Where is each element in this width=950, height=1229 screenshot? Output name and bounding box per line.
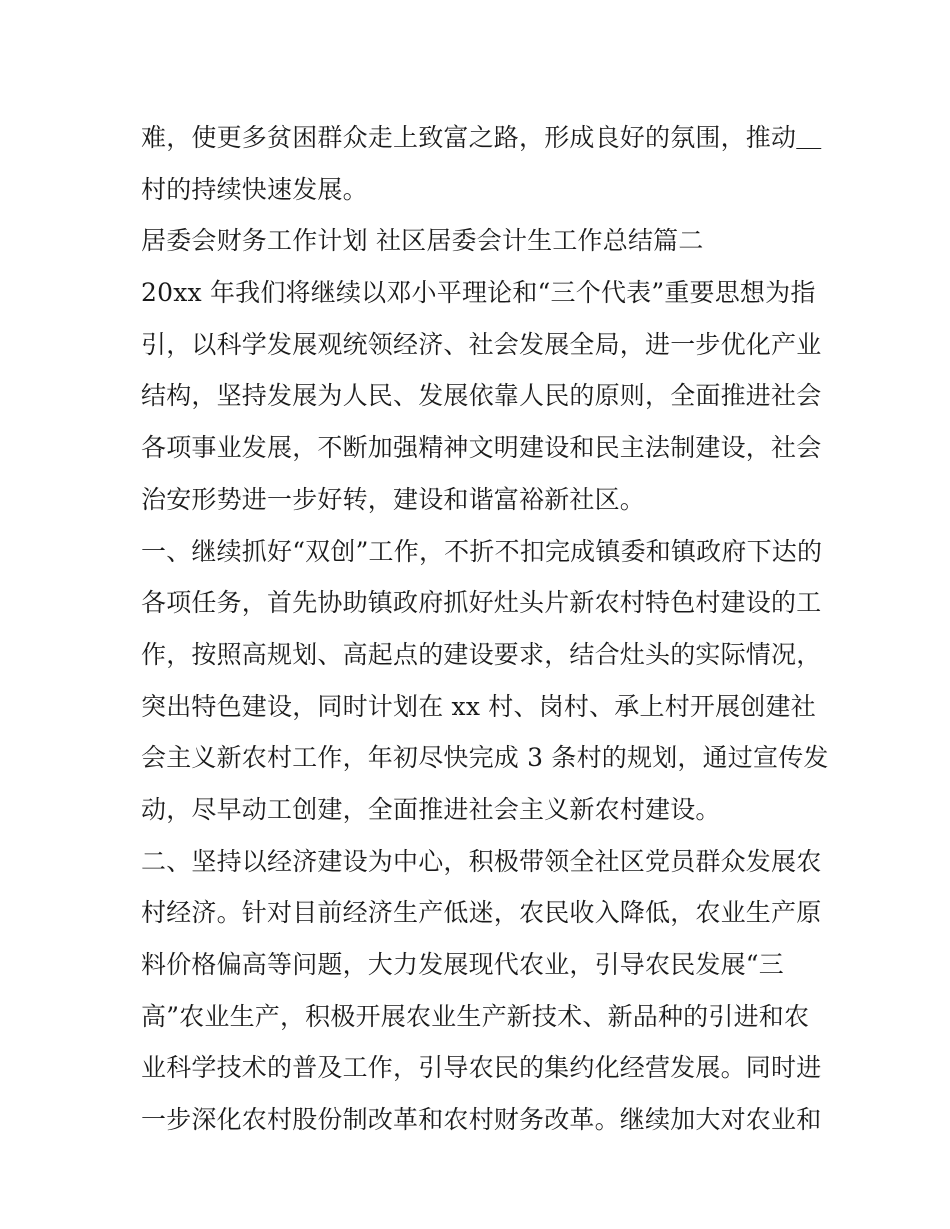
text-line: 村经济。针对目前经济生产低迷，农民收入降低，农业生产原 <box>141 898 822 928</box>
text-line: 会主义新农村工作，年初尽快完成 3 条村的规划，通过宣传发 <box>141 743 829 773</box>
text-line: 高”农业生产，积极开展农业生产新技术、新品种的引进和农 <box>141 1001 810 1031</box>
text-line: 业科学技术的普及工作，引导农民的集约化经营发展。同时进 <box>141 1053 822 1083</box>
text-line: 一步深化农村股份制改革和农村财务改革。继续加大对农业和 <box>141 1105 822 1135</box>
text-line: 20xx 年我们将继续以邓小平理论和“三个代表”重要思想为指 <box>141 278 816 308</box>
text-line: 作，按照高规划、高起点的建设要求，结合灶头的实际情况， <box>141 639 822 669</box>
text-line: 各项任务，首先协助镇政府抓好灶头片新农村特色村建设的工 <box>141 588 822 618</box>
document-body <box>141 112 829 1146</box>
text-line: 村的持续快速发展。 <box>141 174 368 204</box>
text-line: 二、坚持以经济建设为中心，积极带领全社区党员群众发展农 <box>141 846 822 876</box>
text-line: 各项事业发展，不断加强精神文明建设和民主法制建设，社会 <box>141 433 822 463</box>
text-line: 突出特色建设，同时计划在 xx 村、岗村、承上村开展创建社 <box>141 691 816 721</box>
text-line: 难，使更多贫困群众走上致富之路，形成良好的氛围，推动＿ <box>141 123 822 152</box>
section-heading: 居委会财务工作计划 社区居委会计生工作总结篇二 <box>141 226 704 256</box>
text-line: 治安形势进一步好转，建设和谐富裕新社区。 <box>141 484 646 514</box>
text-line: 结构，坚持发展为人民、发展依靠人民的原则，全面推进社会 <box>141 381 822 411</box>
text-line: 引，以科学发展观统领经济、社会发展全局，进一步优化产业 <box>141 329 822 359</box>
text-line: 一、继续抓好“双创”工作，不折不扣完成镇委和镇政府下达的 <box>141 536 823 566</box>
text-line: 动，尽早动工创建，全面推进社会主义新农村建设。 <box>141 794 721 824</box>
text-line: 料价格偏高等问题，大力发展现代农业，引导农民发展“三 <box>141 950 784 979</box>
